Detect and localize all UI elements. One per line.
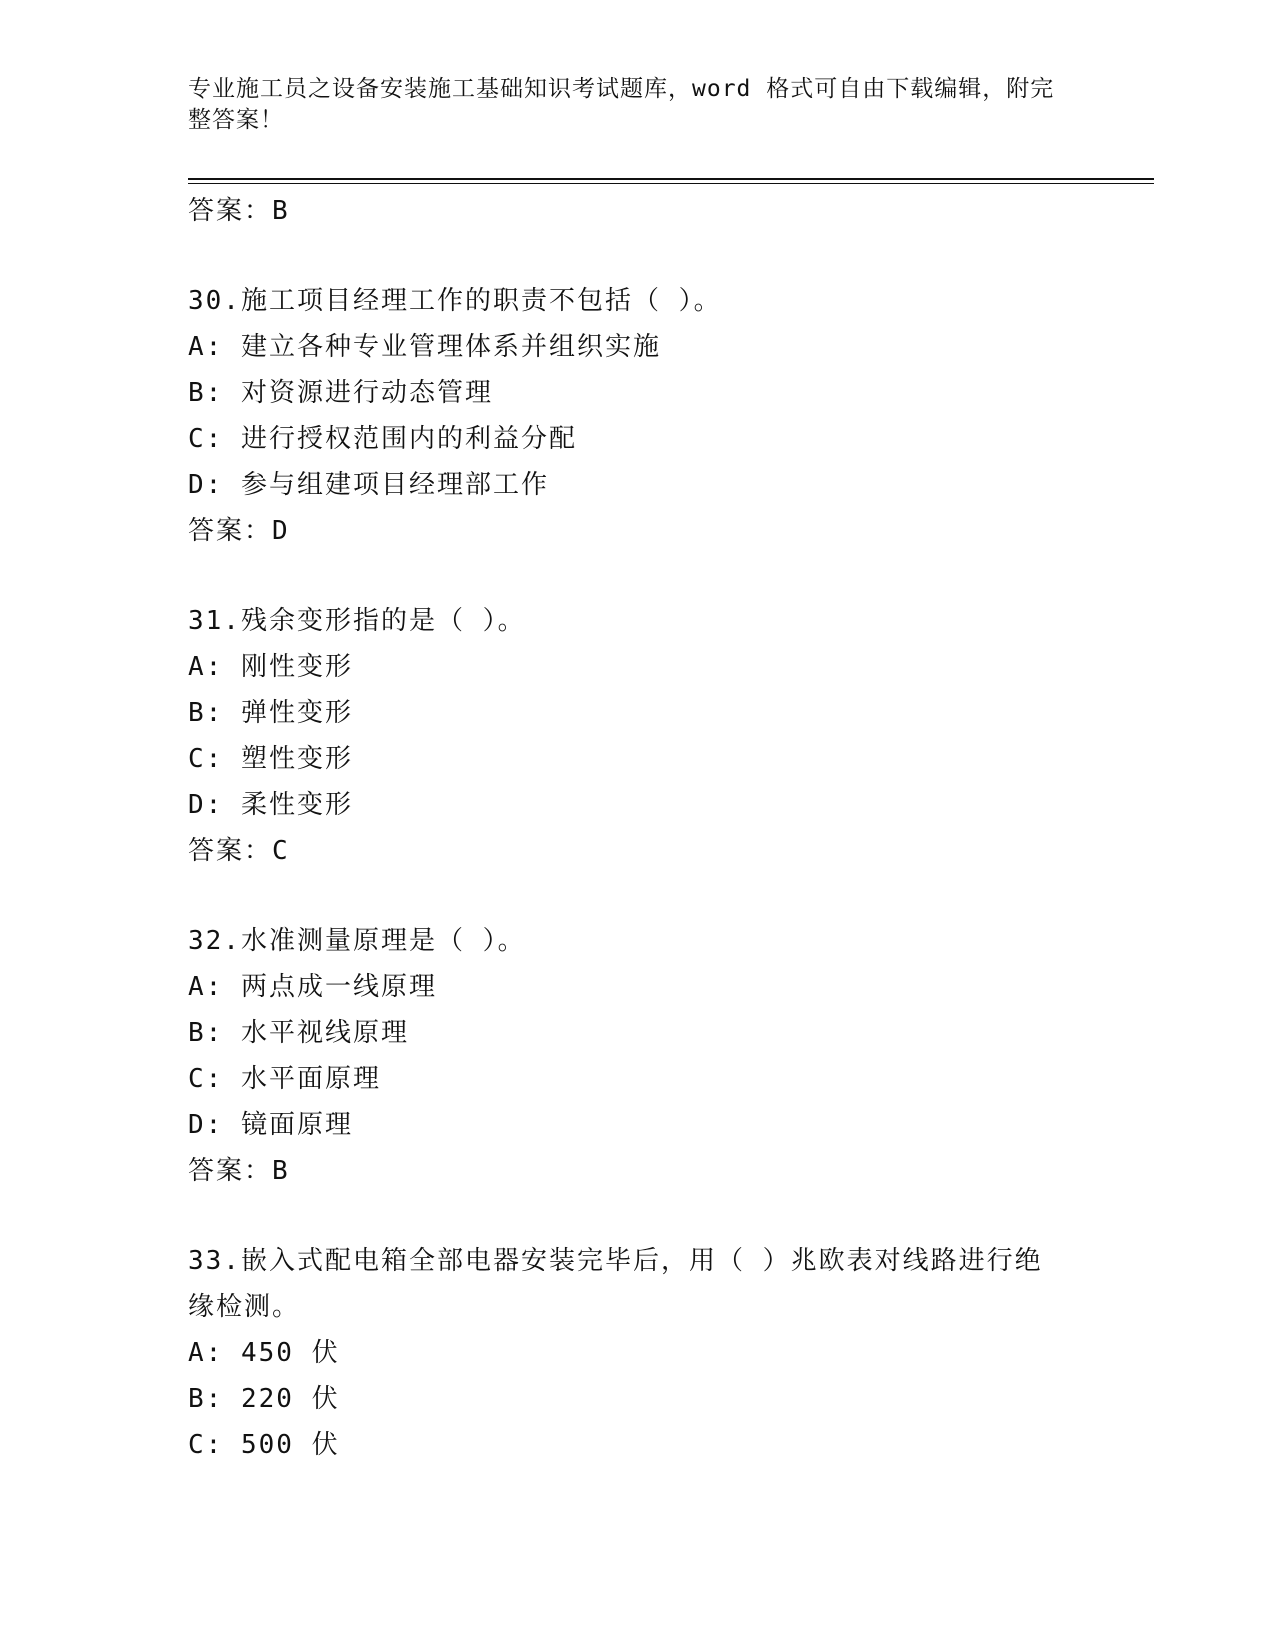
option-c: C: 500 伏 — [188, 1430, 340, 1460]
question-text: 32.水准测量原理是（ ）。 — [188, 926, 526, 956]
question-text: 30.施工项目经理工作的职责不包括（ ）。 — [188, 286, 722, 316]
option-d: D: 参与组建项目经理部工作 — [188, 470, 549, 500]
header-line-2: 整答案！ — [188, 107, 284, 133]
answer-line: 答案：B — [188, 1156, 290, 1186]
header-line-1: 专业施工员之设备安装施工基础知识考试题库，word 格式可自由下载编辑，附完 — [188, 76, 1055, 102]
question-text: 31.残余变形指的是（ ）。 — [188, 606, 526, 636]
option-d: D: 镜面原理 — [188, 1110, 353, 1140]
option-a: A: 两点成一线原理 — [188, 972, 437, 1002]
question-block-30 — [188, 278, 1088, 554]
option-c: C: 进行授权范围内的利益分配 — [188, 424, 577, 454]
header-divider-thin — [188, 183, 1154, 184]
option-a: A: 450 伏 — [188, 1338, 340, 1368]
header-divider — [188, 178, 1154, 180]
option-b: B: 220 伏 — [188, 1384, 340, 1414]
option-b: B: 水平视线原理 — [188, 1018, 409, 1048]
option-d: D: 柔性变形 — [188, 790, 353, 820]
document-header — [188, 74, 1068, 136]
question-text-line-1: 33.嵌入式配电箱全部电器安装完毕后，用（ ）兆欧表对线路进行绝 — [188, 1246, 1043, 1276]
answer-line: 答案：C — [188, 836, 290, 866]
option-c: C: 塑性变形 — [188, 744, 353, 774]
question-block-32 — [188, 918, 1088, 1194]
option-c: C: 水平面原理 — [188, 1064, 381, 1094]
option-a: A: 刚性变形 — [188, 652, 353, 682]
option-a: A: 建立各种专业管理体系并组织实施 — [188, 332, 661, 362]
question-block-33 — [188, 1238, 1088, 1468]
question-content — [188, 188, 1088, 1468]
option-b: B: 对资源进行动态管理 — [188, 378, 493, 408]
question-block-31 — [188, 598, 1088, 874]
answer-line: 答案：B — [188, 196, 290, 226]
option-b: B: 弹性变形 — [188, 698, 353, 728]
question-text-line-2: 缘检测。 — [188, 1292, 301, 1322]
answer-line: 答案：D — [188, 516, 290, 546]
